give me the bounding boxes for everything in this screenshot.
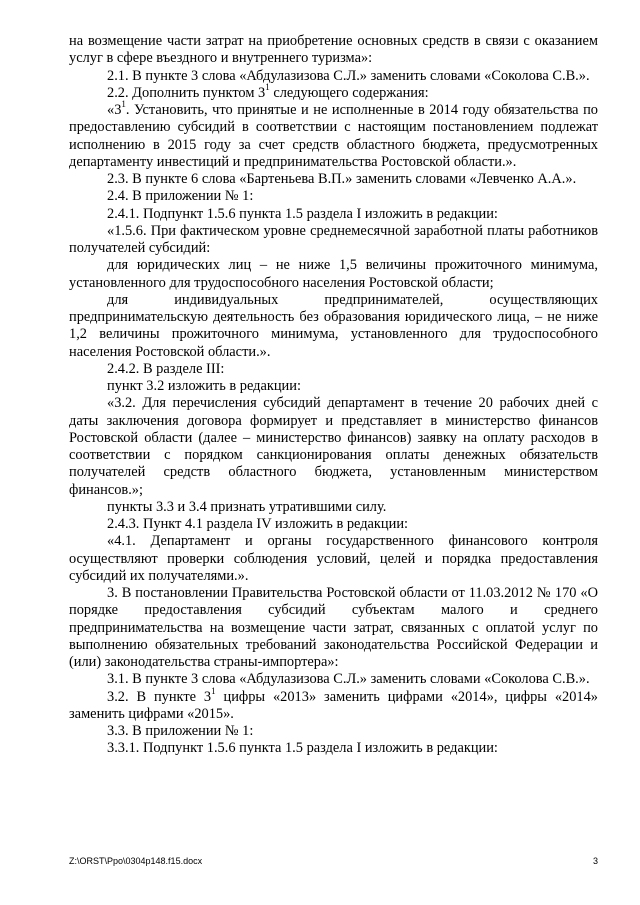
paragraph-1-5-6-quote: «1.5.6. При фактическом уровне среднемесячной заработной платы работников получателей субсидий:: [69, 222, 598, 256]
page-number: 3: [592, 856, 598, 866]
paragraph-4-1-quote: «4.1. Департамент и органы государственного финансового контроля осуществляют проверки соблюдения условий, целей и порядка предоставления субсидий их получателями.».: [69, 533, 598, 584]
paragraph-2-4-1: 2.4.1. Подпункт 1.5.6 пункта 1.5 раздела I изложить в редакции:: [107, 205, 498, 222]
paragraph-2-1: 2.1. В пункте 3 слова «Абдулазизова С.Л.» заменить словами «Соколова С.В.».: [107, 67, 590, 84]
paragraph-3-1-quote: «$3^1$. Установить, что принятые и не исполненные в 2014 году обязательства по предоставлению субсидий в соответствии с настоящим постановлением подлежат исполнению в 2015 году за счет средств областного бюджета, предусмотренных департаменту инвестиций и предпринимательства Ростовской области.».: [69, 99, 598, 170]
document-body: [69, 33, 598, 758]
paragraph-2-4-3: 2.4.3. Пункт 4.1 раздела IV изложить в редакции:: [107, 516, 409, 532]
paragraph-3-2-quote: «3.2. Для перечисления субсидий департамент в течение 20 рабочих дней с даты заключения договора формирует и представляет в министерство финансов Ростовской области (далее – министерство финансов) заявку на оплату расходов в соответствии с порядком санкционирования оплаты денежных обязательств получателей средств областного бюджета, установленным министерством финансов.»;: [69, 395, 598, 498]
paragraph-2-2: 2.2. Дополнить пунктом $3^1$ следующего содержания:: [107, 81, 429, 101]
paragraph-individual-entrepreneurs: для индивидуальных предпринимателей, осуществляющих предпринимательскую деятельность без образования юридического лица, – не ниже 1,2 величины прожиточного минимума, установленного для трудоспособного населения Ростовской области.».: [69, 291, 598, 360]
paragraph-3-3-1: 3.3.1. Подпункт 1.5.6 пункта 1.5 раздела I изложить в редакции:: [107, 740, 498, 757]
paragraph-3: 3. В постановлении Правительства Ростовской области от 11.03.2012 № 170 «О порядке предоставления субсидий субъектам малого и среднего предпринимательства на возмещение части затрат, связанных с оплатой услуг по выполнению обязательных требований законодательства Российской Федерации и (или) законодательства страны-импортера»:: [69, 585, 598, 670]
paragraph-legal-entities: для юридических лиц – не ниже 1,5 величины прожиточного минимума, установленного для трудоспособного населения Ростовской области;: [69, 257, 598, 291]
paragraph-3-1: 3.1. В пункте 3 слова «Абдулазизова С.Л.» заменить словами «Соколова С.В.».: [107, 671, 590, 688]
file-path: Z:\ORST\Ppo\0304p148.f15.docx: [69, 856, 203, 866]
paragraph-2-4-2: 2.4.2. В разделе III:: [107, 360, 225, 377]
paragraph-3-2: 3.2. В пункте $3^1$ цифры «2013» заменить цифрами «2014», цифры «2014» заменить цифрами «2015».: [69, 685, 599, 722]
paragraph-item-3-2-intro: пункт 3.2 изложить в редакции:: [107, 378, 301, 394]
paragraph-2-4: 2.4. В приложении № 1:: [107, 188, 254, 205]
paragraph-2-3: 2.3. В пункте 6 слова «Бартеньева В.П.» заменить словами «Левченко А.А.».: [107, 171, 577, 187]
paragraph-continuation: на возмещение части затрат на приобретение основных средств в связи с оказанием услуг в сфере въездного и внутреннего туризма»:: [69, 33, 598, 67]
paragraph-3-3: 3.3. В приложении № 1:: [107, 723, 254, 739]
paragraph-items-3-3-3-4: пункты 3.3 и 3.4 признать утратившими силу.: [107, 498, 387, 515]
